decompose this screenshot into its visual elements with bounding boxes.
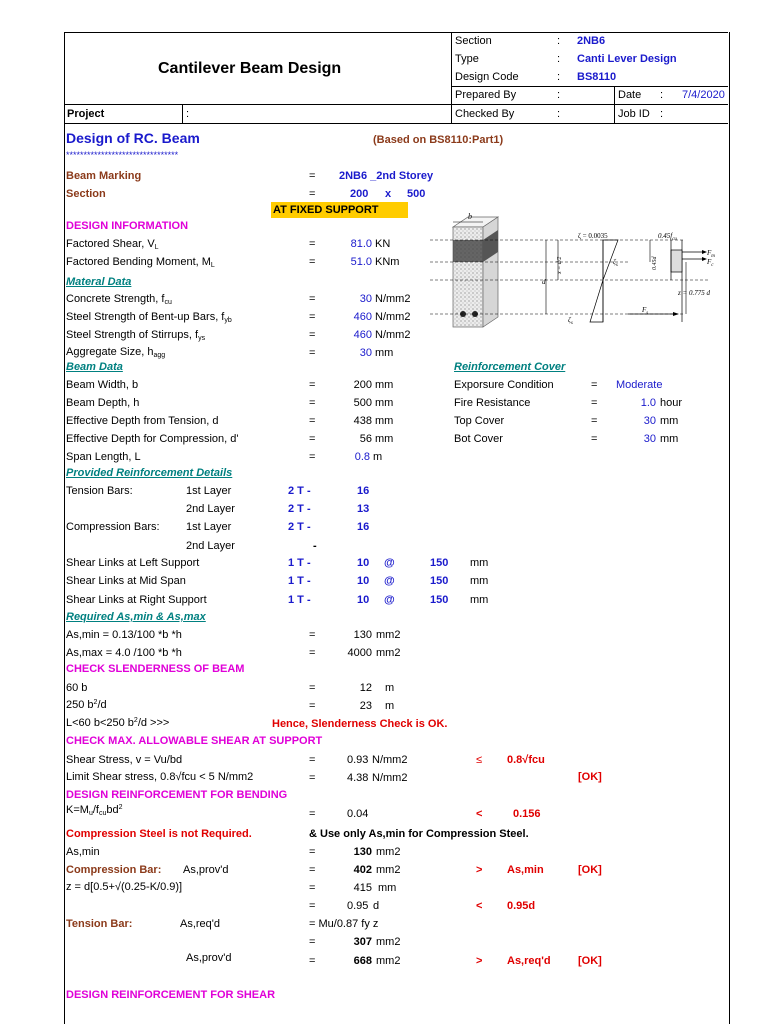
required-heading: Required As,min & As,max [66,611,206,623]
subscript: c [711,263,714,268]
label: F [707,258,712,266]
factored-moment-unit: KNm [375,256,400,268]
stirrup-strength-unit: N/mm2 [375,329,411,341]
provided-heading: Provided Reinforcement Details [66,467,233,479]
eff-depth-label: Effective Depth from Tension, d [66,415,219,427]
diagram-d-label: d [542,278,546,286]
compression-bar-op: > [476,864,483,876]
shear-check-heading: CHECK MAX. ALLOWABLE SHEAR AT SUPPORT [66,735,323,747]
shear-stress-unit: N/mm2 [372,754,408,766]
main-heading: Design of RC. Beam [66,130,200,146]
factored-moment-label [66,256,215,269]
equals-sign: = [309,379,316,391]
equals-sign: = [309,882,316,894]
limit-shear-value: 4.38 [347,772,369,784]
material-data-heading: Materal Data [66,276,132,288]
concrete-strength-value: 30 [359,293,372,305]
colon: : [660,108,664,120]
tension-prov-value: 668 [353,955,372,967]
colon: : [186,108,190,120]
equals-sign: = [591,415,598,427]
document-title: Cantilever Beam Design [158,60,342,77]
z-value: 415 [353,882,372,894]
text: 250 b [66,699,94,711]
shear-stress-op: ≤ [476,754,483,766]
label: F [642,306,647,314]
section-row-label: Section [66,188,106,200]
link-at: @ [384,557,395,569]
bentup-strength-text: Steel Strength of Bent-up Bars, f [66,311,225,323]
tension-layer1-count: 2 T - [288,485,311,497]
link-spacing: 150 [430,594,449,606]
compression-layer1-dia: 16 [357,521,370,533]
text: /d >>> [137,717,170,729]
colon: : [557,89,561,101]
subscript: cu [164,299,172,306]
compression-bar-ok: [OK] [578,864,602,876]
bentup-strength-unit: N/mm2 [375,311,411,323]
factored-shear-value: 81.0 [350,238,372,250]
slenderness-60b-unit: m [385,682,395,694]
tension-bar-label: Tension Bar: [66,918,133,930]
tension-prov-ref: As,req'd [507,955,551,967]
design-code-value: BS8110 [577,71,617,83]
diagram-strain-top: ζ = 0.0035 [578,232,608,240]
section-label: Section [455,35,492,47]
factored-moment-value: 51.0 [350,256,372,268]
beam-depth-unit: mm [375,397,394,409]
tension-layer2-count: 2 T - [288,503,311,515]
span-length-value: 0.8 [354,451,370,463]
tension-prov-label: As,prov'd [186,952,232,964]
equals-sign: = [591,397,598,409]
fixed-support-banner: AT FIXED SUPPORT [271,202,408,218]
equals-sign: = [309,451,316,463]
svg-text:Fs [641,306,648,316]
date-value: 7/4/2020 [682,89,725,101]
equals-sign: = [309,808,316,820]
beam-marking-value: 2NB6 _2nd Storey [339,170,434,182]
fire-resistance-value: 1.0 [640,397,656,409]
link-label: Shear Links at Right Support [66,594,207,606]
design-info-heading: DESIGN INFORMATION [66,220,189,232]
equals-sign: = [591,379,598,391]
span-length-unit: m [373,451,383,463]
text: /f [92,804,99,816]
k-formula-label [66,804,123,817]
job-id-label: Job ID [618,108,650,120]
equals-sign: = [309,329,316,341]
top-cover-value: 30 [643,415,656,427]
bot-cover-unit: mm [660,433,679,445]
section-value: 2NB6 [577,35,606,47]
asmax-value: 4000 [347,647,372,659]
svg-text:ζs [613,258,618,268]
based-on-note: (Based on BS8110:Part1) [373,134,504,146]
grid-line [64,32,728,33]
colon: : [557,53,561,65]
link-dia: 10 [357,575,370,587]
eff-depth-comp-label: Effective Depth for Compression, d' [66,433,239,445]
equals-sign: = [309,936,316,948]
link-unit: mm [470,557,489,569]
equals-sign: = [309,415,316,427]
bending-heading: DESIGN REINFORCEMENT FOR BENDING [66,789,288,801]
slenderness-heading: CHECK SLENDERNESS OF BEAM [66,663,245,675]
project-label: Project [67,108,105,120]
concrete-strength-text: Concrete Strength, f [66,293,165,305]
k-op: < [476,808,483,820]
tension-req-unit: mm2 [376,936,401,948]
subscript: L [210,262,215,269]
factored-shear-unit: KN [375,238,391,250]
slenderness-result: Hence, Slenderness Check is OK. [272,718,448,730]
equals-sign: = [309,864,316,876]
k-ref: 0.156 [513,808,541,820]
link-unit: mm [470,594,489,606]
link-spacing: 150 [430,557,449,569]
asmin-unit: mm2 [376,629,401,641]
z-formula-label: z = d[0.5+√(0.25-K/0.9)] [66,881,183,893]
label: F [707,249,712,257]
equals-sign: = [309,629,316,641]
compression-bar-unit: mm2 [376,864,401,876]
link-count: 1 T - [288,557,311,569]
top-cover-label: Top Cover [454,415,505,427]
subscript: s [615,263,618,268]
asmin-label: As,min [66,846,100,858]
beam-width-label: Beam Width, b [66,379,139,391]
stirrup-strength-value: 460 [353,329,372,341]
subscript: ys [198,335,206,342]
tension-bar-sub: As,req'd [180,918,221,930]
tension-layer1-dia: 16 [357,485,370,497]
tension-prov-op: > [476,955,483,967]
bentup-strength-label [66,311,232,324]
asmin-value: 130 [353,629,372,641]
equals-sign: = [309,682,316,694]
text: /d [97,699,107,711]
tension-bar-formula: = Mu/0.87 fy z [309,918,379,930]
k-value: 0.04 [347,808,369,820]
diagram-z-label: z = 0.775 d [678,289,710,297]
z-ratio-op: < [476,900,483,912]
subscript: cu [98,810,107,817]
factored-moment-text: Factored Bending Moment, M [66,256,211,268]
heading-underline-stars: ******************************** [66,150,179,160]
aggregate-size-unit: mm [375,347,394,359]
shear-design-heading: DESIGN REINFORCEMENT FOR SHEAR [66,989,276,1001]
exposure-value: Moderate [616,379,663,391]
grid-line [451,86,728,87]
subscript: u [88,810,93,817]
text: K=M [66,804,89,816]
link-at: @ [384,575,395,587]
colon: : [557,35,561,47]
tension-prov-unit: mm2 [376,955,401,967]
equals-sign: = [309,772,316,784]
bot-cover-label: Bot Cover [454,433,503,445]
eff-depth-unit: mm [375,415,394,427]
colon: : [557,108,561,120]
grid-line [64,123,728,124]
span-length-label: Span Length, L [66,451,141,463]
limit-shear-unit: N/mm2 [372,772,408,784]
superscript: 2 [118,804,123,811]
asmin-label: As,min = 0.13/100 *b *h [66,629,182,641]
link-label: Shear Links at Left Support [66,557,200,569]
concrete-strength-unit: N/mm2 [375,293,411,305]
exposure-label: Exporsure Condition [454,379,554,391]
shear-stress-label: Shear Stress, v = Vu/bd [66,754,183,766]
stirrup-strength-label [66,329,205,342]
slenderness-60b-value: 12 [359,682,372,694]
link-dia: 10 [357,557,370,569]
link-count: 1 T - [288,575,311,587]
aggregate-size-label [66,346,165,359]
tension-req-value: 307 [353,936,372,948]
subscript: m [711,254,715,259]
factored-shear-label [66,238,159,251]
asmin-unit: mm2 [376,846,401,858]
z-unit: mm [378,882,397,894]
section-times: x [385,188,392,200]
date-label: Date [618,89,642,101]
link-dia: 10 [357,594,370,606]
equals-sign: = [309,433,316,445]
z-ratio-unit: d [373,900,380,912]
subscript: s [570,321,573,326]
comp-steel-note: Compression Steel is not Required. [66,828,252,840]
equals-sign: = [309,900,316,912]
grid-line [614,86,615,123]
beam-stress-diagram [428,212,728,332]
equals-sign: = [309,955,316,967]
subscript: cu [672,237,677,242]
beam-depth-value: 500 [353,397,372,409]
design-code-label: Design Code [455,71,519,83]
compression-bar-value: 402 [353,864,372,876]
asmax-unit: mm2 [376,647,401,659]
subscript: agg [153,352,166,359]
section-h-value: 500 [407,188,426,200]
compression-bar-label: Compression Bar: [66,864,162,876]
link-spacing: 150 [430,575,449,587]
superscript: 2 [93,699,98,706]
grid-line [451,32,452,124]
beam-data-heading: Beam Data [66,361,123,373]
colon: : [660,89,664,101]
asmin-value: 130 [353,846,372,858]
slenderness-250b-unit: m [385,700,395,712]
shear-stress-ref: 0.8√fcu [507,754,545,766]
comp-steel-use-note: & Use only As,min for Compression Steel. [309,828,529,840]
prepared-by-label: Prepared By [455,89,517,101]
equals-sign: = [309,170,316,182]
svg-text:Fc [706,258,714,268]
asmax-label: As,max = 4.0 /100 *b *h [66,647,182,659]
diagram-b-label: b [468,212,472,221]
link-unit: mm [470,575,489,587]
section-b-value: 200 [350,188,369,200]
fire-resistance-label: Fire Resistance [454,397,531,409]
layer-label: 2nd Layer [186,540,235,552]
slenderness-check-label [66,717,169,729]
subscript: L [154,244,159,251]
link-count: 1 T - [288,594,311,606]
tension-bars-label: Tension Bars: [66,485,133,497]
symbol: ζ [568,316,571,324]
subscript: s [646,311,649,316]
cover-heading: Reinforcement Cover [454,361,566,373]
grid-line [64,104,728,105]
equals-sign: = [309,700,316,712]
layer-label: 2nd Layer [186,503,235,515]
equals-sign: = [309,347,316,359]
compression-bar-ref: As,min [507,864,544,876]
beam-depth-label: Beam Depth, h [66,397,140,409]
stirrup-strength-text: Steel Strength of Stirrups, f [66,329,199,341]
z-ratio-ref: 0.95d [507,900,536,912]
compression-layer2-count: - [313,540,317,552]
type-label: Type [455,53,479,65]
slenderness-250b-value: 23 [359,700,372,712]
layer-label: 1st Layer [186,485,232,497]
shear-stress-value: 0.93 [347,754,369,766]
eff-depth-comp-value: 56 [359,433,372,445]
eff-depth-comp-unit: mm [375,433,394,445]
text: L<60 b<250 b [66,717,134,729]
eff-depth-value: 438 [353,415,372,427]
beam-width-value: 200 [353,379,372,391]
layer-label: 1st Layer [186,521,232,533]
slenderness-60b-label: 60 b [66,682,88,694]
svg-text:ζs [568,316,573,326]
checked-by-label: Checked By [455,108,515,120]
diagram-x-label: x = d/2 [557,256,563,274]
compression-layer1-count: 2 T - [288,521,311,533]
svg-text:0.45fcu [658,232,677,242]
equals-sign: = [309,311,316,323]
limit-shear-ok: [OK] [578,771,602,783]
equals-sign: = [309,647,316,659]
label: 0.45f [658,232,673,240]
equals-sign: = [309,188,316,200]
tension-layer2-dia: 13 [357,503,370,515]
colon: : [557,71,561,83]
superscript: 2 [133,717,138,724]
equals-sign: = [309,238,316,250]
slenderness-250b-label [66,699,107,711]
fire-resistance-unit: hour [660,397,683,409]
z-ratio-value: 0.95 [347,900,369,912]
concrete-strength-label [66,293,172,306]
equals-sign: = [309,256,316,268]
aggregate-size-value: 30 [359,347,372,359]
beam-width-unit: mm [375,379,394,391]
limit-shear-label: Limit Shear stress, 0.8√fcu < 5 N/mm2 [66,771,254,783]
tension-prov-ok: [OK] [578,955,602,967]
equals-sign: = [591,433,598,445]
top-cover-unit: mm [660,415,679,427]
equals-sign: = [309,754,316,766]
aggregate-size-text: Aggregate Size, h [66,346,154,358]
bot-cover-value: 30 [643,433,656,445]
compression-bars-label: Compression Bars: [66,521,160,533]
factored-shear-text: Factored Shear, V [66,238,155,250]
grid-line [182,104,183,123]
compression-bar-sub: As,prov'd [183,864,229,876]
diagram-045d: 0.45d [652,256,658,270]
text: bd [106,804,119,816]
equals-sign: = [309,293,316,305]
equals-sign: = [309,397,316,409]
type-value: Canti Lever Design [577,53,677,65]
symbol: ζ [613,258,616,266]
link-label: Shear Links at Mid Span [66,575,186,587]
subscript: yb [224,317,232,324]
equals-sign: = [309,846,316,858]
beam-marking-label: Beam Marking [66,170,142,182]
bentup-strength-value: 460 [353,311,372,323]
link-at: @ [384,594,395,606]
